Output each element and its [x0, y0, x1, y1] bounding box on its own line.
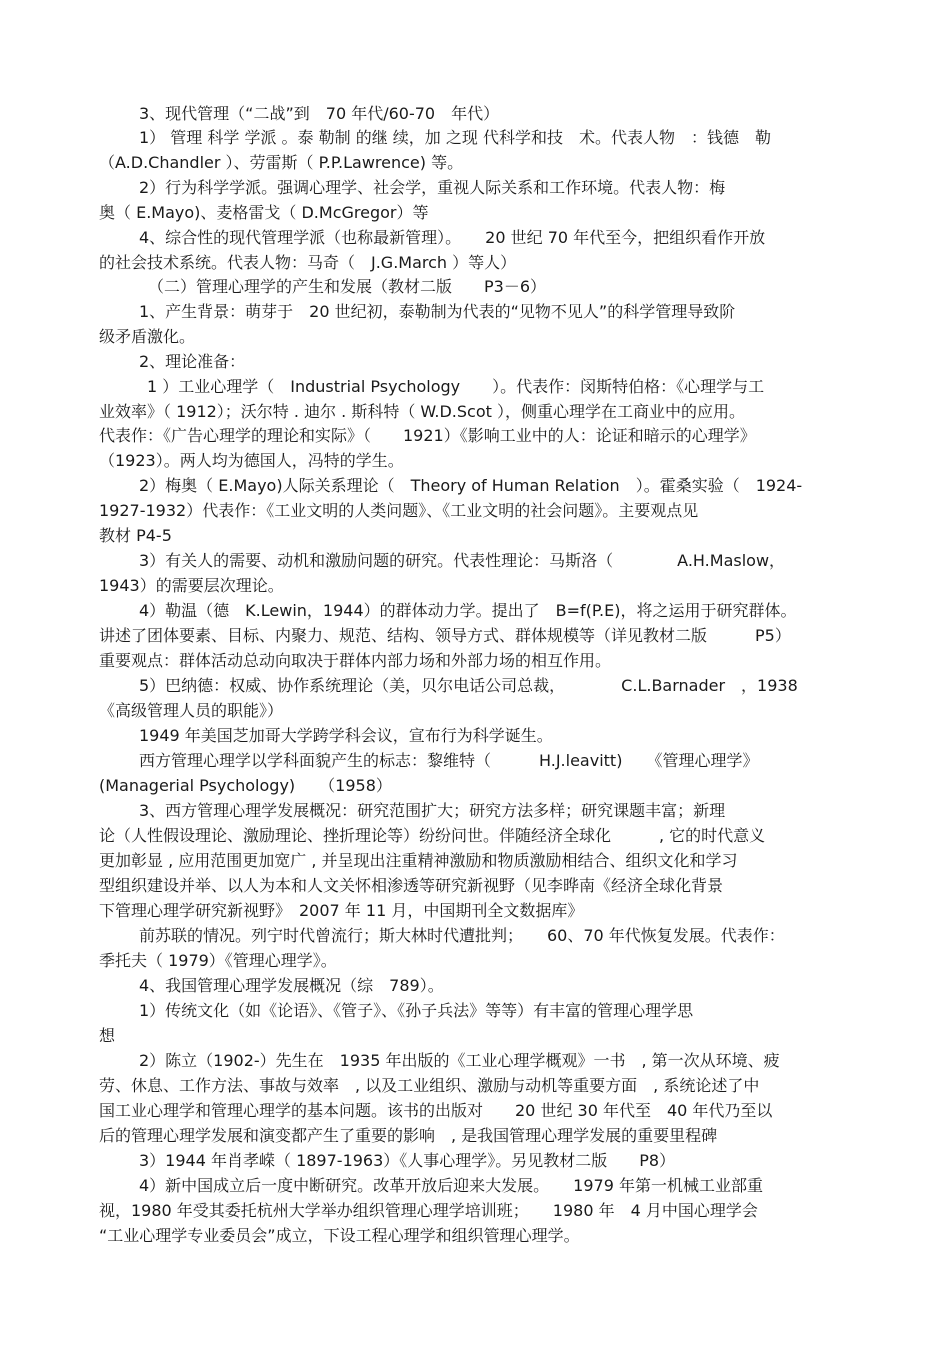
text-line: 前苏联的情况。列宁时代曾流行；斯大林时代遭批判； 60、70 年代恢复发展。代表作：	[139, 926, 785, 945]
text-line: 1 ）工业心理学（ Industrial Psychology ）。代表作：闵斯特伯格：《心理学与工	[147, 377, 765, 396]
text-line: 3）1944 年肖孝嵘（ 1897-1963）《人事心理学》。另见教材二版 P8）	[139, 1151, 676, 1170]
text-line: 代表作：《广告心理学的理论和实际》（ 1921）《影响工业中的人：论证和暗示的心理学》	[99, 426, 756, 445]
text-line: 视，1980 年受其委托杭州大学举办组织管理心理学培训班； 1980 年 4 月中国心理学会	[99, 1201, 758, 1220]
section-heading: （二）管理心理学的产生和发展（教材二版 P3－6）	[148, 277, 547, 296]
text-line: 1）传统文化（如《论语》、《管子》、《孙子兵法》等等）有丰富的管理心理学思	[139, 1001, 694, 1020]
text-line: 季托夫（ 1979）《管理心理学》。	[99, 951, 337, 970]
text-line: 4）新中国成立后一度中断研究。改革开放后迎来大发展。 1979 年第一机械工业部重	[139, 1176, 763, 1195]
text-line: 论（人性假设理论、激励理论、挫折理论等）纷纷问世。伴随经济全球化 , 它的时代意义	[99, 826, 766, 845]
text-line: 5）巴纳德：权威、协作系统理论（美，贝尔电话公司总裁， C.L.Barnader ，1938	[139, 676, 798, 695]
text-line: 1943）的需要层次理论。	[99, 576, 284, 595]
text-line: 4）勒温（德 K.Lewin，1944）的群体动力学。提出了 B=f(P.E)，将之运用于研究群体。	[139, 601, 797, 620]
text-line: 1、产生背景：萌芽于 20 世纪初，泰勒制为代表的“见物不见人”的科学管理导致阶	[139, 302, 736, 321]
text-line: 2）陈立（1902-）先生在 1935 年出版的《工业心理学概观》一书 , 第一次从环境、疲	[139, 1051, 780, 1070]
text-line: 1） 管理 科学 学派 。泰 勒制 的继 续，加 之现 代科学和技 术。代表人物 ：钱德 勒	[139, 128, 771, 147]
text-line: 级矛盾激化。	[99, 327, 196, 346]
text-line: 《高级管理人员的职能》）	[99, 701, 284, 720]
text-line: 3、西方管理心理学发展概况：研究范围扩大；研究方法多样；研究课题丰富；新理	[139, 801, 726, 820]
text-line: 2）梅奥（ E.Mayo)人际关系理论（ Theory of Human Relation ）。霍桑实验（ 1924-	[139, 476, 803, 495]
text-line: 业效率》（ 1912）；沃尔特 . 迪尔 . 斯科特（ W.D.Scot ），侧重心理学在工商业中的应用。	[99, 402, 745, 421]
text-line: “工业心理学专业委员会”成立，下设工程心理学和组织管理心理学。	[99, 1226, 580, 1245]
text-line: 教材 P4-5	[99, 526, 172, 545]
text-line: 想	[99, 1026, 116, 1045]
text-line: 后的管理心理学发展和演变都产生了重要的影响 , 是我国管理心理学发展的重要里程碑	[99, 1126, 718, 1145]
text-line: 更加彰显 , 应用范围更加宽广 , 并呈现出注重精神激励和物质激励相结合、组织文化和学习	[99, 851, 738, 870]
text-line: （1923）。两人均为德国人，冯特的学生。	[99, 451, 404, 470]
text-line: 3、现代管理（“二战”到 70 年代/60-70 年代）	[139, 104, 500, 123]
text-line: 2、理论准备：	[139, 352, 246, 371]
text-line: 型组织建设并举、以人为本和人文关怀相渗透等研究新视野（见李晔南《经济全球化背景	[99, 876, 724, 895]
text-line: 4、综合性的现代管理学派（也称最新管理）。 20 世纪 70 年代至今，把组织看作开放	[139, 228, 766, 247]
text-line: 下管理心理学研究新视野》 2007 年 11 月，中国期刊全文数据库》	[99, 901, 584, 920]
text-line: 的社会技术系统。代表人物：马奇（ J.G.March ）等人）	[99, 253, 517, 272]
text-line: 1949 年美国芝加哥大学跨学科会议，宣布行为科学诞生。	[139, 726, 553, 745]
text-line: （A.D.Chandler ）、劳雷斯（ P.P.Lawrence) 等。	[99, 153, 464, 172]
text-line: 3）有关人的需要、动机和激励问题的研究。代表性理论：马斯洛（ A.H.Maslow，	[139, 551, 786, 570]
text-line: 2）行为科学学派。强调心理学、社会学，重视人际关系和工作环境。代表人物：梅	[139, 178, 726, 197]
text-line: 重要观点：群体活动总动向取决于群体内部力场和外部力场的相互作用。	[99, 651, 612, 670]
text-line: 讲述了团体要素、目标、内聚力、规范、结构、领导方式、群体规模等（详见教材二版 P5）	[99, 626, 791, 645]
text-line: 国工业心理学和管理心理学的基本问题。该书的出版对 20 世纪 30 年代至 40 年代乃至以	[99, 1101, 773, 1120]
text-line: 西方管理心理学以学科面貌产生的标志：黎维特（ H.J.leavitt) 《管理心理学》	[139, 751, 759, 770]
text-line: 1927-1932）代表作：《工业文明的人类问题》、《工业文明的社会问题》。主要观点见	[99, 501, 699, 520]
text-line: 劳、休息、工作方法、事故与效率 , 以及工业组织、激励与动机等重要方面 , 系统论述了中	[99, 1076, 760, 1095]
text-line: 4、我国管理心理学发展概况（综 789）。	[139, 976, 444, 995]
text-line: (Managerial Psychology) （1958）	[99, 776, 392, 795]
text-line: 奥（ E.Mayo)、麦格雷戈（ D.McGregor）等	[99, 203, 429, 222]
